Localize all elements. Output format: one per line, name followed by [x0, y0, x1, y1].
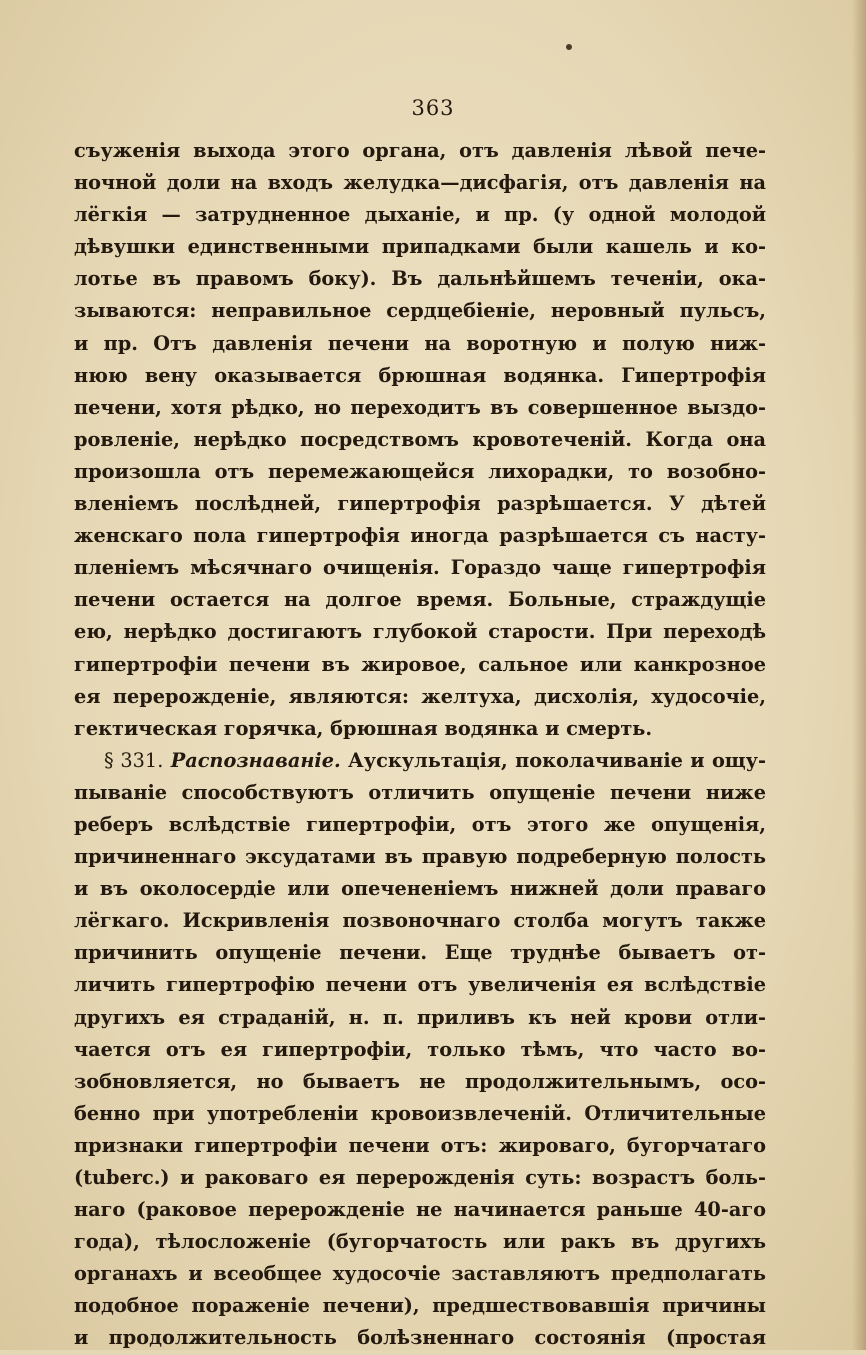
text-line: лёгкаго. Искривленія позвоночнаго столба могутъ также	[74, 909, 766, 933]
text-line: лёгкія — затрудненное дыханіе, и пр. (у одной молодой	[74, 203, 766, 227]
text-line: ночной доли на входъ желудка—дисфагія, отъ давленія на	[74, 171, 766, 195]
text-line: гипертрофіи печени въ жировое, сальное или канкрозное	[74, 652, 766, 676]
text-line: и въ околосердіе или опечененіемъ нижней доли праваго	[74, 877, 766, 901]
text-line: зобновляется, но бываетъ не продолжительнымъ, осо-	[74, 1069, 766, 1093]
page-number: 363	[411, 96, 455, 120]
text-line: другихъ ея страданій, н. п. приливъ къ ней крови отли-	[74, 1005, 766, 1029]
body-text	[74, 135, 766, 1355]
text-line: печени, хотя рѣдко, но переходитъ въ совершенное выздо-	[74, 395, 766, 419]
paragraph-hypertrophy-course	[74, 135, 766, 745]
text-line: печени остается на долгое время. Больные, страждущіе	[74, 588, 766, 612]
text-line: дѣвушки единственными припадками были кашель и ко-	[74, 235, 766, 259]
text-line: чается отъ ея гипертрофіи, только тѣмъ, что часто во-	[74, 1037, 766, 1061]
text-line: реберъ вслѣдствіе гипертрофіи, отъ этого же опущенія,	[74, 812, 766, 836]
text-line: вленіемъ послѣдней, гипертрофія разрѣшается. У дѣтей	[74, 492, 766, 516]
section-first-line-text: Аускультація, поколачиваніе и ощу-	[348, 748, 767, 772]
text-line: съуженія выхода этого органа, отъ давленія лѣвой пече-	[74, 139, 766, 162]
text-line: лотье въ правомъ боку). Въ дальнѣйшемъ теченіи, ока-	[74, 267, 766, 291]
text-line: наго (раковое перерожденіе не начинается раньше 40-аго	[74, 1198, 766, 1222]
text-line: бенно при употребленіи кровоизвлеченій. Отличительные	[74, 1101, 766, 1125]
section-number: § 331.	[104, 748, 164, 772]
section-heading-line	[74, 745, 766, 777]
text-line: ею, нерѣдко достигаютъ глубокой старости. При переходѣ	[74, 620, 766, 644]
text-line: личить гипертрофію печени отъ увеличенія ея вслѣдствіе	[74, 973, 766, 997]
text-line: зываются: неправильное сердцебіеніе, неровный пульсъ,	[74, 299, 766, 323]
text-line: пленіемъ мѣсячнаго очищенія. Гораздо чаще гипертрофія	[74, 556, 766, 580]
ink-spot	[566, 44, 572, 50]
text-line: нюю вену оказывается брюшная водянка. Гипертрофія	[74, 363, 766, 387]
text-line: органахъ и всеобщее худосочіе заставляютъ предполагать	[74, 1262, 766, 1286]
text-line: пываніе способствуютъ отличить опущеніе печени ниже	[74, 780, 766, 804]
text-line: подобное пораженіе печени), предшествовавшія причины	[74, 1294, 766, 1318]
text-line: года), тѣлосложеніе (бугорчатость или ракъ въ другихъ	[74, 1230, 766, 1254]
text-line: гектическая горячка, брюшная водянка и смерть.	[74, 716, 653, 740]
text-line: признаки гипертрофіи печени отъ: жироваго, бугорчатаго	[74, 1133, 766, 1157]
text-line: женскаго пола гипертрофія иногда разрѣшается съ насту-	[74, 524, 766, 548]
paragraph-diagnosis	[74, 777, 766, 1355]
text-line: ея перерожденіе, являются: желтуха, дисхолія, худосочіе,	[74, 684, 766, 708]
text-line: (tuberc.) и раковаго ея перерожденія суть: возрастъ боль-	[74, 1166, 766, 1189]
section-title: Распознаваніе.	[170, 748, 341, 772]
text-line: причинить опущеніе печени. Еще труднѣе бываетъ от-	[74, 941, 766, 965]
text-line: и продолжительность болѣзненнаго состоянія (простая	[74, 1326, 766, 1350]
page-edge-shadow	[852, 0, 866, 1350]
text-line: причиненнаго эксудатами въ правую подреберную полость	[74, 845, 766, 869]
text-line: и пр. Отъ давленія печени на воротную и полую ниж-	[74, 331, 766, 355]
section-331	[74, 745, 766, 1355]
text-line: ровленіе, нерѣдко посредствомъ кровотеченій. Когда она	[74, 427, 766, 451]
text-line: произошла отъ перемежающейся лихорадки, то возобно-	[74, 459, 766, 483]
